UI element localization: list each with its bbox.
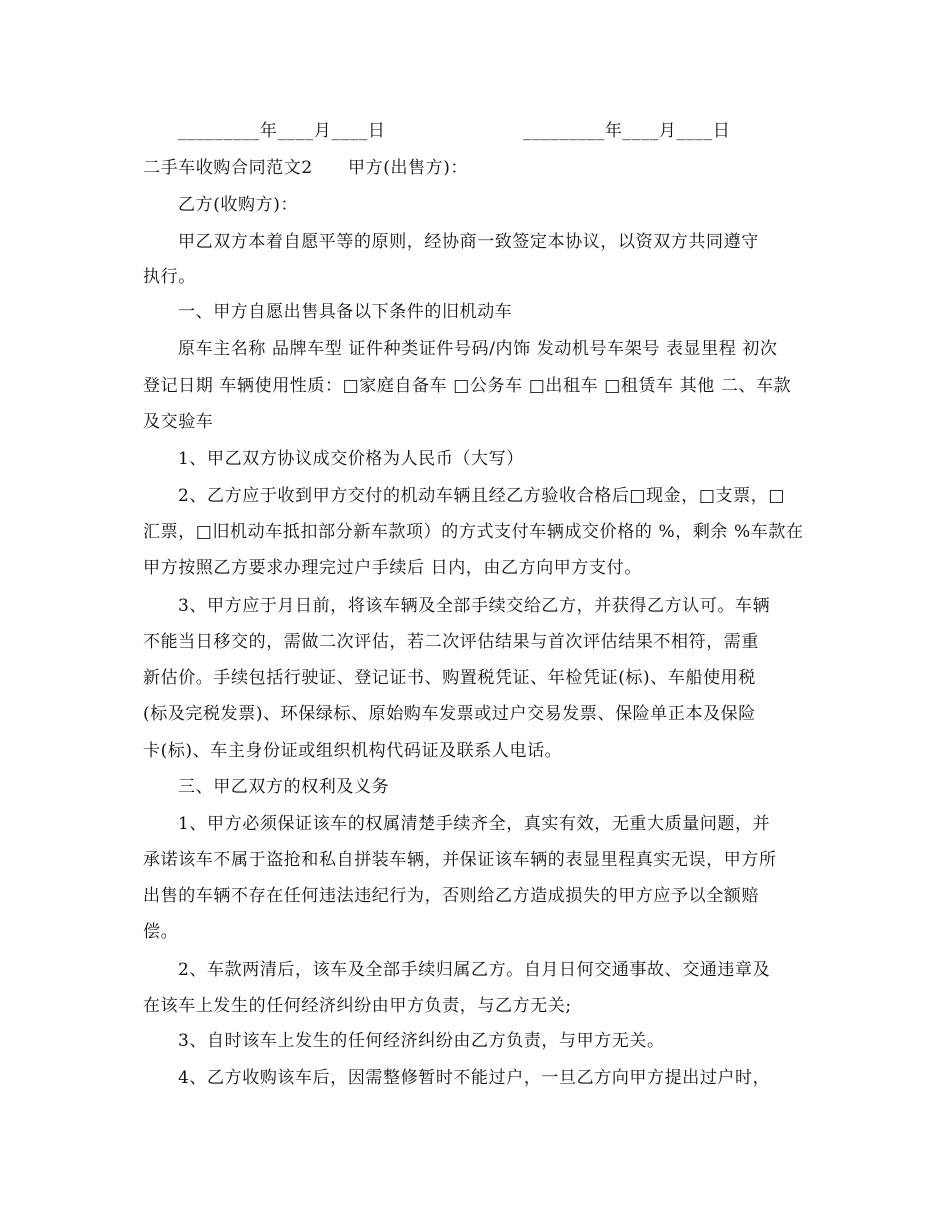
- paragraph-line: 1、甲乙双方协议成交价格为人民币（大写）: [178, 449, 524, 469]
- date-line-right: _________年____月____日: [523, 121, 731, 141]
- contract-title-line: 二手车收购合同范文2 甲方(出售方)：: [143, 158, 469, 178]
- paragraph-line: 3、甲方应于月日前，将该车辆及全部手续交给乙方，并获得乙方认可。车辆: [178, 596, 771, 616]
- paragraph-line: 及交验车: [143, 412, 214, 432]
- section-heading: 三、甲乙双方的权利及义务: [178, 777, 390, 797]
- paragraph-line: 3、自时该车上发生的任何经济纠纷由乙方负责，与甲方无关。: [178, 1031, 665, 1051]
- paragraph-line: (标及完税发票)、环保绿标、原始购车发票或过户交易发票、保险单正本及保险: [143, 704, 756, 724]
- paragraph-line: 2、乙方应于收到甲方交付的机动车辆且经乙方验收合格后□现金，□支票，□: [178, 486, 786, 506]
- paragraph-line: 2、车款两清后，该车及全部手续归属乙方。自月日何交通事故、交通违章及: [178, 960, 771, 980]
- paragraph-line: 登记日期 车辆使用性质：□家庭自备车 □公务车 □出租车 □租赁车 其他 二、车款: [143, 376, 792, 396]
- paragraph-line: 甲方按照乙方要求办理完过户手续后 日内，由乙方向甲方支付。: [143, 558, 642, 578]
- party-b-line: 乙方(收购方)：: [178, 195, 299, 215]
- paragraph-line: 甲乙双方本着自愿平等的原则，经协商一致签定本协议，以资双方共同遵守: [178, 232, 759, 252]
- paragraph-line: 1、甲方必须保证该车的权属清楚手续齐全，真实有效，无重大质量问题，并: [178, 814, 771, 834]
- paragraph-line: 在该车上发生的任何经济纠纷由甲方负责，与乙方无关;: [143, 996, 572, 1016]
- paragraph-line: 承诺该车不属于盗抢和私自拼装车辆，并保证该车辆的表显里程真实无误，甲方所: [143, 850, 777, 870]
- date-line-left: _________年____月____日: [178, 121, 386, 141]
- paragraph-line: 卡(标)、车主身份证或组织机构代码证及联系人电话。: [143, 741, 563, 761]
- paragraph-line: 执行。: [143, 267, 196, 287]
- paragraph-line: 汇票，□旧机动车抵扣部分新车款项）的方式支付车辆成交价格的 %，剩余 %车款在: [143, 522, 804, 542]
- paragraph-line: 原车主名称 品牌车型 证件种类证件号码/内饰 发动机号车架号 表显里程 初次: [178, 339, 778, 359]
- paragraph-line: 偿。: [143, 922, 179, 942]
- paragraph-line: 不能当日移交的，需做二次评估，若二次评估结果与首次评估结果不相符，需重: [143, 632, 759, 652]
- paragraph-line: 出售的车辆不存在任何违法违纪行为，否则给乙方造成损失的甲方应予以全额赔: [143, 886, 759, 906]
- paragraph-line: 新估价。手续包括行驶证、登记证书、购置税凭证、年检凭证(标)、车船使用税: [143, 668, 756, 688]
- paragraph-line: 4、乙方收购该车后，因需整修暂时不能过户，一旦乙方向甲方提出过户时，: [178, 1068, 771, 1088]
- section-heading: 一、甲方自愿出售具备以下条件的旧机动车: [178, 302, 513, 322]
